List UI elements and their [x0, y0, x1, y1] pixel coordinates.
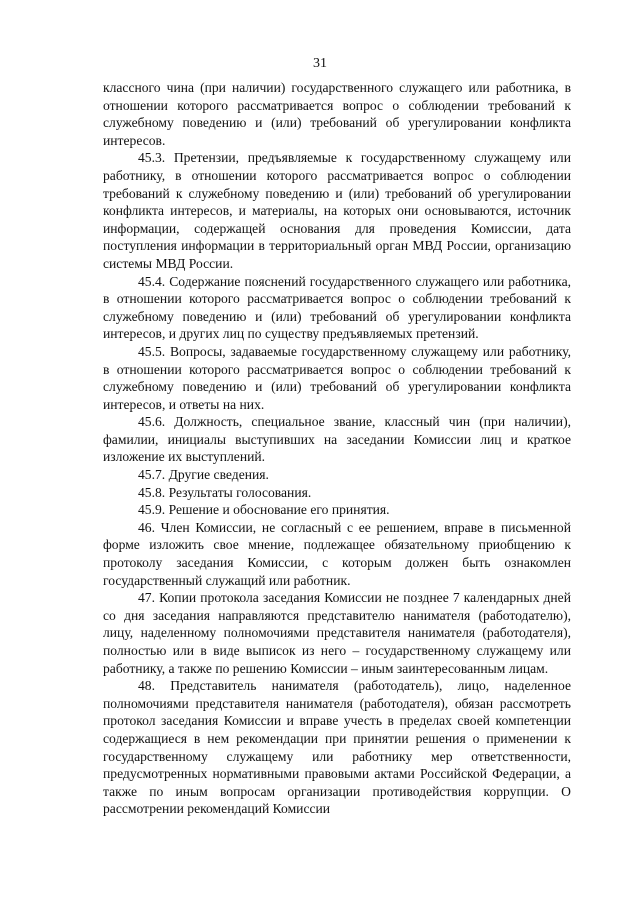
paragraph-48: 48. Представитель нанимателя (работодатель), лицо, наделенное полномочиями представителя нанимателя (работодателя), обязан рассмотреть протокол заседания Комиссии и вправе учесть в пределах своей компетенции содержащиеся в нем рекомендации при принятии решения о применении к государственному служащему или работнику мер ответственности, предусмотренных нормативными правовыми актами Российской Федерации, а также по иным вопросам организации противодействия коррупции. О рассмотрении рекомендаций Комиссии	[103, 678, 571, 817]
page-number: 31	[313, 56, 327, 71]
paragraph-45-3: 45.3. Претензии, предъявляемые к государственному служащему или работнику, в отношении которого рассматривается вопрос о соблюдении требований к служебному поведению и (или) требований об урегулировании конфликта интересов, и материалы, на которых они основываются, источник информации, содержащей основания для проведения Комиссии, дата поступления информации в территориальный орган МВД России, организацию системы МВД России.	[103, 150, 571, 271]
paragraph-47: 47. Копии протокола заседания Комиссии не позднее 7 календарных дней со дня заседания направляются представителю нанимателя (работодателю), лицу, наделенному полномочиями представителя нанимателя (работодателя), полностью или в виде выписок из него – государственному служащему или работнику, а также по решению Комиссии – иным заинтересованным лицам.	[103, 590, 571, 676]
paragraph-46: 46. Член Комиссии, не согласный с ее решением, вправе в письменной форме изложить свое мнение, подлежащее обязательному приобщению к протоколу заседания Комиссии, с которым должен быть ознакомлен государственный служащий или работник.	[103, 519, 571, 588]
paragraph-45-8: 45.8. Результаты голосования.	[138, 484, 312, 500]
paragraph-continuation: классного чина (при наличии) государственного служащего или работника, в отношении которого рассматривается вопрос о соблюдении требований к служебному поведению и (или) требований об урегулировании конфликта интересов.	[103, 80, 571, 148]
paragraph-45-7: 45.7. Другие сведения.	[138, 467, 269, 483]
paragraph-45-9: 45.9. Решение и обоснование его принятия.	[138, 502, 390, 518]
paragraph-45-4: 45.4. Содержание пояснений государственного служащего или работника, в отношении которого рассматривается вопрос о соблюдении требований к служебному поведению и (или) требований об урегулировании конфликта интересов, и других лиц по существу предъявляемых претензий.	[103, 273, 571, 342]
paragraph-45-6: 45.6. Должность, специальное звание, классный чин (при наличии), фамилии, инициалы выступивших на заседании Комиссии лиц и краткое изложение их выступлений.	[103, 414, 571, 465]
paragraph-45-5: 45.5. Вопросы, задаваемые государственному служащему или работнику, в отношении которого рассматривается вопрос о соблюдении требований к служебному поведению и (или) требований об урегулировании конфликта интересов, и ответы на них.	[103, 343, 571, 412]
document-body	[103, 79, 571, 818]
